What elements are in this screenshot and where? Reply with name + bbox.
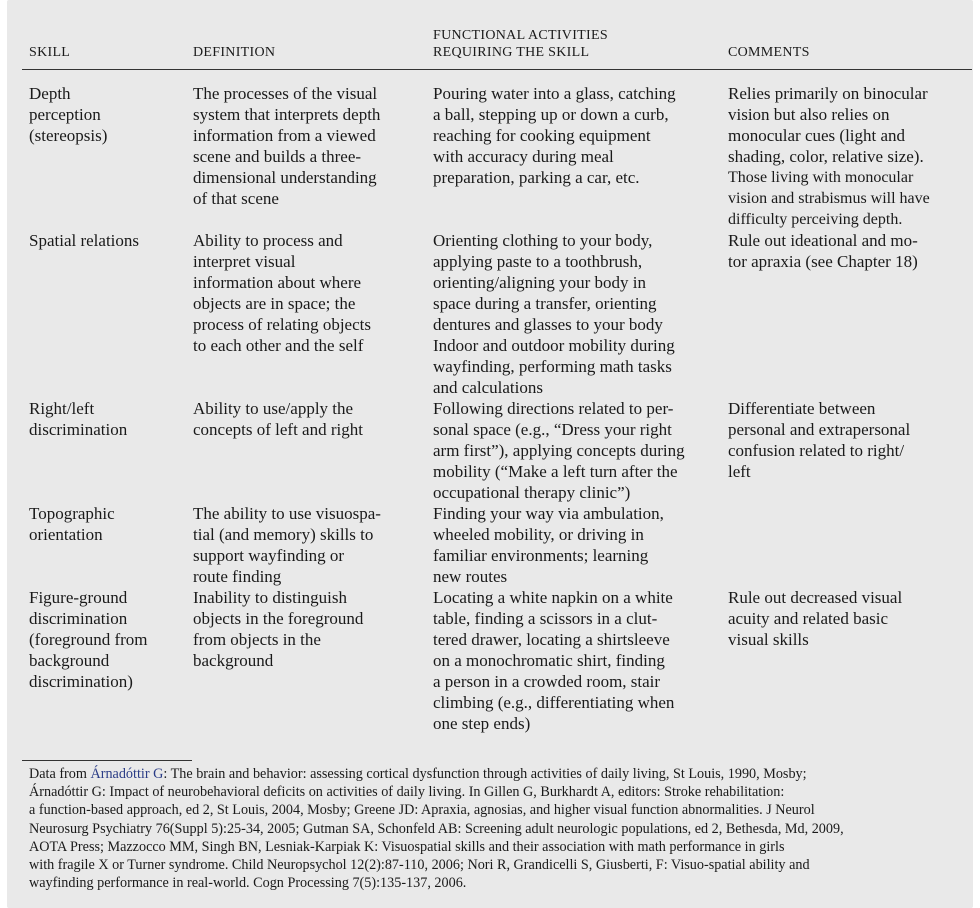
table-cell-skill: Topographic orientation	[29, 504, 115, 544]
table-cell-activities: Orienting clothing to your body, applying paste to a toothbrush, orienting/aligning your body in space during a transfer, orienting dentures and glasses to your body	[433, 231, 663, 334]
table-cell-activities: Following directions related to per- sonal space (e.g., “Dress your right arm first”), applying concepts during mobility (“Make a left turn after the occupational therapy clinic”)	[433, 399, 685, 502]
table-cell-comments: Differentiate between personal and extrapersonal confusion related to right/ left	[728, 399, 911, 481]
table-cell-definition: The processes of the visual system that interprets depth information from a viewed scene and builds a three- dimensional understanding of that scene	[193, 84, 381, 208]
table-cell-comments-extra: Those living with monocular vision and strabismus will have difficulty perceiving depth.	[728, 169, 930, 228]
table-cell-skill: Right/left discrimination	[29, 399, 128, 439]
table-cell-comments: Rule out decreased visual acuity and related basic visual skills	[728, 588, 903, 649]
footnote-divider	[22, 760, 192, 761]
table-cell-comments: Rule out ideational and mo- tor apraxia (see Chapter 18)	[728, 231, 918, 271]
table-cell-skill: Spatial relations	[29, 231, 140, 250]
table-cell-activities: Locating a white napkin on a white table, finding a scissors in a clut- tered drawer, locating a shirtsleeve on a monochromatic shirt, finding a person in a crowded room, stair climbing (e.g., differentiating when one step ends)	[433, 588, 675, 733]
table-cell-definition: Ability to use/apply the concepts of left and right	[193, 399, 363, 439]
reference-link[interactable]: Árnadóttir G	[90, 766, 164, 782]
table-cell-skill: Figure-ground discrimination (foreground from background discrimination)	[29, 588, 148, 691]
header-comments: COMMENTS	[728, 45, 810, 60]
table-cell-definition: The ability to use visuospa- tial (and memory) skills to support wayfinding or route finding	[193, 504, 381, 586]
table-cell-activities-extra: Indoor and outdoor mobility during wayfinding, performing math tasks and calculations	[433, 336, 675, 397]
table-cell-definition: Ability to process and interpret visual information about where objects are in space; the process of relating objects to each other and the self	[193, 231, 371, 355]
table-cell-skill: Depth perception (stereopsis)	[29, 84, 108, 145]
header-skill: SKILL	[29, 45, 71, 60]
table-cell-activities: Finding your way via ambulation, wheeled mobility, or driving in familiar environments; learning new routes	[433, 504, 664, 586]
header-definition: DEFINITION	[193, 45, 276, 60]
header-activities-line1: FUNCTIONAL ACTIVITIES	[433, 28, 608, 43]
header-activities-line2: REQUIRING THE SKILL	[433, 45, 590, 60]
table-cell-comments: Relies primarily on binocular vision but also relies on monocular cues (light and shading, color, relative size).	[728, 84, 928, 166]
footnote: Data from Árnadóttir G: The brain and behavior: assessing cortical dysfunction through activities of daily living, St Louis, 1990, Mosby; Árnadóttir G: Impact of neurobehavioral deficits on activities of daily living. In Gillen G, Burkhardt A, editors: Stroke rehabilitation: a function-based approach, ed 2, St Louis, 2004, Mosby; Greene JD: Apraxia, agnosias, and higher visual function abnormalities. J Neurol Neurosurg Psychiatry 76(Suppl 5):25-34, 2005; Gutman SA, Schonfeld AB: Screening adult neurologic populations, ed 2, Bethesda, Md, 2009, AOTA Press; Mazzocco MM, Singh BN, Lesniak-Karpiak K: Visuospatial skills and their association with math performance in girls with fragile X or Turner syndrome. Child Neuropsychol 12(2):87-110, 2006; Nori R, Grandicelli S, Giusberti, F: Visuo-spatial ability and wayfinding performance in real-world. Cogn Processing 7(5):135-137, 2006.	[29, 766, 844, 892]
table-cell-activities: Pouring water into a glass, catching a ball, stepping up or down a curb, reaching for cooking equipment with accuracy during meal preparation, parking a car, etc.	[433, 84, 676, 187]
table-cell-definition: Inability to distinguish objects in the foreground from objects in the background	[193, 588, 364, 670]
header-divider	[22, 69, 972, 70]
